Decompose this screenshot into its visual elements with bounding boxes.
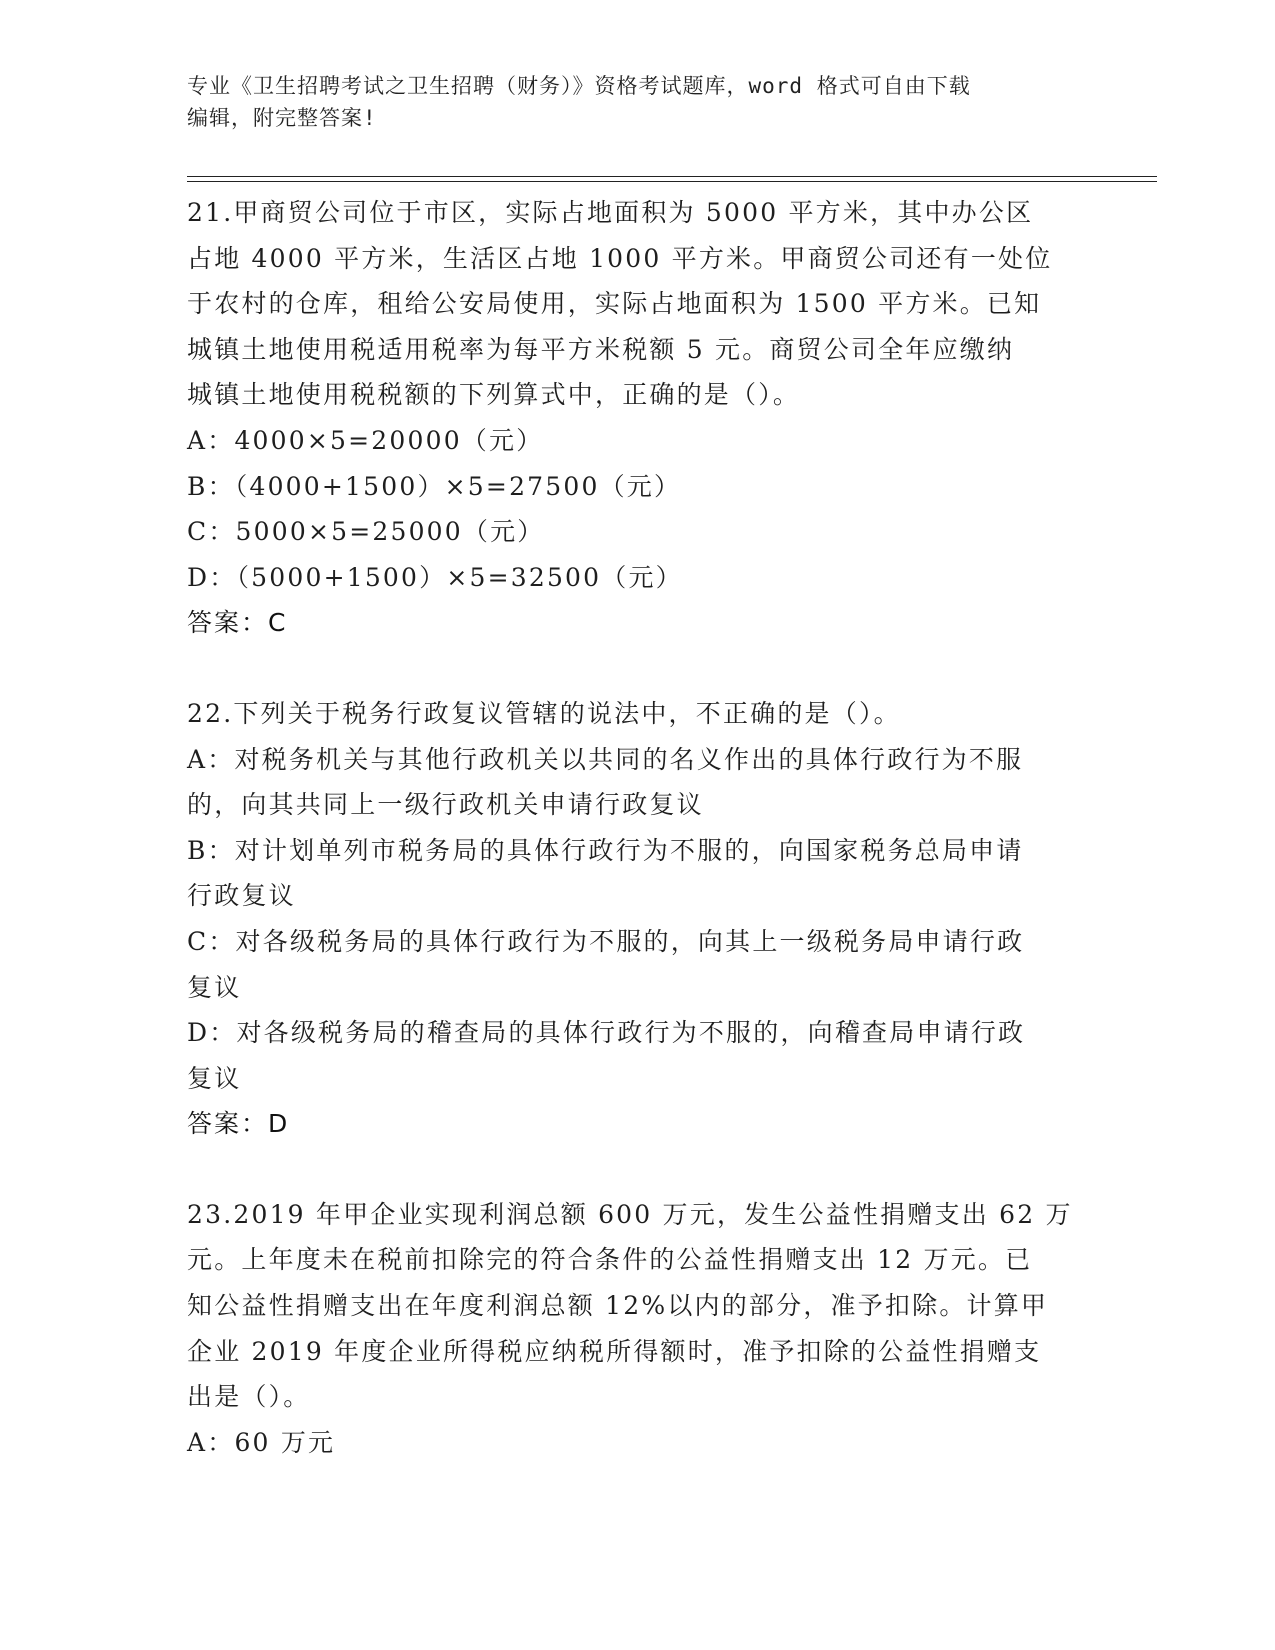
question-stem-line: 知公益性捐赠支出在年度利润总额 12%以内的部分，准予扣除。计算甲 [187,1291,1049,1321]
question-stem-line: 元。上年度未在税前扣除完的符合条件的公益性捐赠支出 12 万元。已 [187,1245,1033,1275]
option-a: A：60 万元 [187,1427,336,1457]
header-divider [187,176,1157,182]
option-d: D：（5000+1500）×5=32500（元） [187,562,683,592]
question-stem-line: 城镇土地使用税税额的下列算式中，正确的是（）。 [187,380,801,410]
question-22 [187,691,1067,1147]
option-b: B：（4000+1500）×5=27500（元） [187,471,682,501]
question-stem-line: 占地 4000 平方米，生活区占地 1000 平方米。甲商贸公司还有一处位 [187,243,1053,273]
header-line-1: 专业《卫生招聘考试之卫生招聘（财务）》资格考试题库，word 格式可自由下载 [187,74,971,98]
option-a: A：4000×5=20000（元） [187,425,544,455]
document-header [187,70,1087,134]
question-list [187,190,1073,1465]
option-c: C：对各级税务局的具体行政行为不服的，向其上一级税务局申请行政 [187,926,1025,956]
option-c: C：5000×5=25000（元） [187,517,545,547]
header-text [187,70,1087,134]
question-23 [187,1192,1073,1466]
divider-thick [187,176,1157,177]
question-stem-line: 企业 2019 年度企业所得税应纳税所得额时，准予扣除的公益性捐赠支 [187,1336,1042,1366]
option-d: D：对各级税务局的稽查局的具体行政行为不服的，向稽查局申请行政 [187,1018,1026,1048]
question-stem-line: 22.下列关于税务行政复议管辖的说法中，不正确的是（）。 [187,698,901,728]
header-line-2: 编辑，附完整答案! [187,106,377,130]
question-stem-line: 城镇土地使用税适用税率为每平方米税额 5 元。商贸公司全年应缴纳 [187,334,1015,364]
option-b: B：对计划单列市税务局的具体行政行为不服的，向国家税务总局申请 [187,835,1024,865]
question-stem-line: 21.甲商贸公司位于市区，实际占地面积为 5000 平方米，其中办公区 [187,198,1034,227]
option-d-continued: 复议 [187,1063,242,1093]
question-stem-line: 出是（）。 [187,1382,311,1412]
question-stem-line: 23.2019 年甲企业实现利润总额 600 万元，发生公益性捐赠支出 62 万 [187,1199,1073,1229]
option-a: A：对税务机关与其他行政机关以共同的名义作出的具体行政行为不服 [187,744,1024,774]
question-21 [187,190,1067,646]
answer-label: 答案：C [187,608,288,638]
answer-label: 答案：D [187,1109,290,1139]
divider-thin [187,181,1157,182]
option-b-continued: 行政复议 [187,881,296,911]
option-c-continued: 复议 [187,972,242,1002]
option-a-continued: 的，向其共同上一级行政机关申请行政复议 [187,790,704,820]
question-stem-line: 于农村的仓库，租给公安局使用，实际占地面积为 1500 平方米。已知 [187,289,1042,319]
